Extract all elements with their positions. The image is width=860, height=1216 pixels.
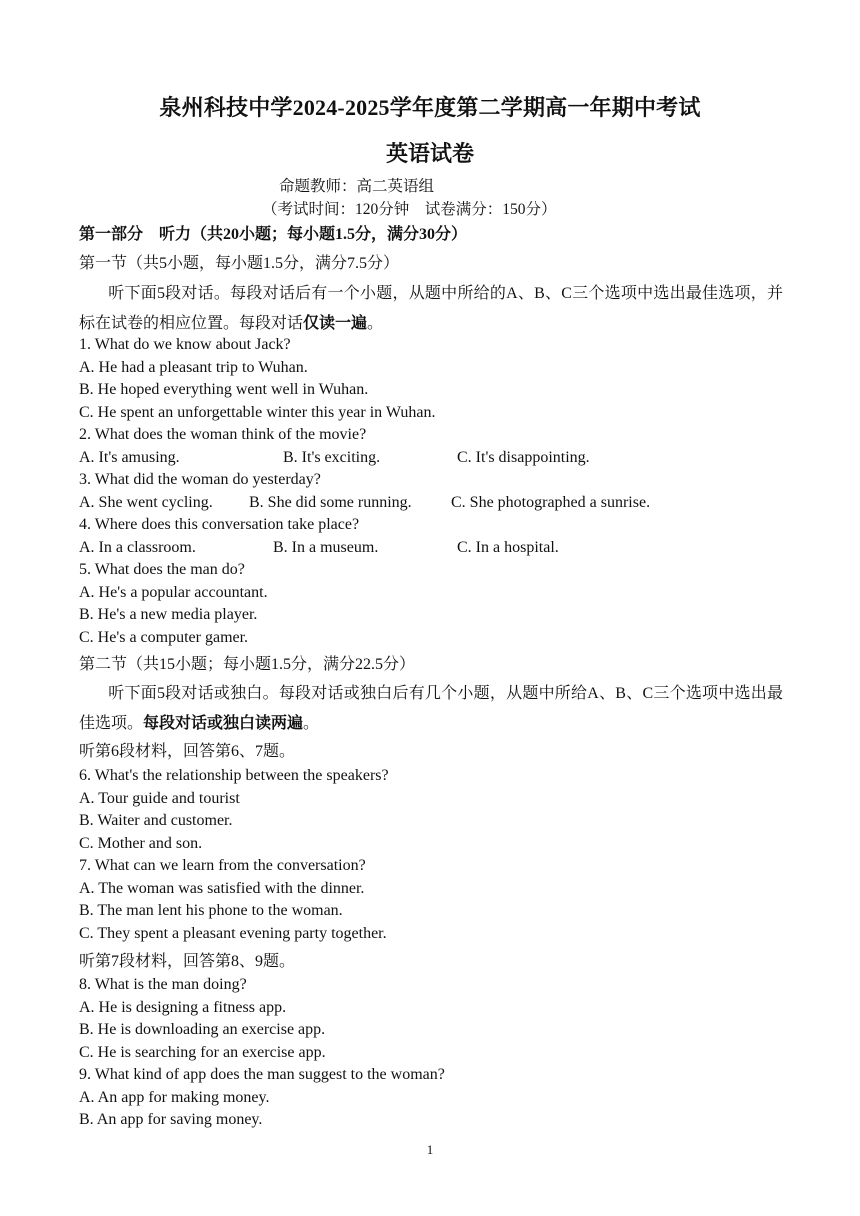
q9-option-a: A. An app for making money. (79, 1089, 270, 1106)
q3-option-c: C. She photographed a sunrise. (451, 494, 651, 511)
q8-option-b: B. He is downloading an exercise app. (79, 1021, 326, 1038)
exam-info: （考试时间：120分钟 试卷满分：150分） (262, 201, 557, 218)
q5-option-b: B. He's a new media player. (79, 606, 258, 623)
q6-option-c: C. Mother and son. (79, 835, 203, 852)
q5-option-a: A. He's a popular accountant. (79, 584, 268, 601)
q3-option-a: A. She went cycling. (79, 494, 213, 511)
q1-option-c: C. He spent an unforgettable winter this year in Wuhan. (79, 404, 436, 421)
q7-option-c: C. They spent a pleasant evening party together. (79, 925, 387, 942)
q2-option-c: C. It's disappointing. (457, 449, 590, 466)
section2-instruction (79, 679, 783, 739)
section1-instruction (79, 279, 783, 339)
question-4: 4. Where does this conversation take place? (79, 516, 360, 533)
q6-option-a: A. Tour guide and tourist (79, 790, 240, 807)
q7-option-b: B. The man lent his phone to the woman. (79, 902, 343, 919)
part1-heading: 第一部分 听力（共20小题；每小题1.5分，满分30分） (79, 226, 468, 243)
q2-option-b: B. It's exciting. (283, 449, 381, 466)
question-setter: 命题教师：高二英语组 (279, 178, 435, 195)
question-3: 3. What did the woman do yesterday? (79, 471, 321, 488)
q7-option-a: A. The woman was satisfied with the dinner. (79, 880, 365, 897)
q3-option-b: B. She did some running. (249, 494, 412, 511)
q8-option-a: A. He is designing a fitness app. (79, 999, 287, 1016)
q4-option-a: A. In a classroom. (79, 539, 196, 556)
q9-option-b: B. An app for saving money. (79, 1111, 263, 1128)
exam-title: 泉州科技中学2024-2025学年度第二学期高一年期中考试 (159, 95, 701, 120)
q4-option-c: C. In a hospital. (457, 539, 559, 556)
section2-instruction-end: 。 (303, 715, 320, 732)
q2-option-a: A. It's amusing. (79, 449, 180, 466)
question-5: 5. What does the man do? (79, 561, 245, 578)
q6-option-b: B. Waiter and customer. (79, 812, 233, 829)
question-6: 6. What's the relationship between the speakers? (79, 767, 389, 784)
section1-heading: 第一节（共5小题，每小题1.5分，满分7.5分） (79, 255, 400, 272)
question-7: 7. What can we learn from the conversation? (79, 857, 366, 874)
section1-instruction-text: 听下面5段对话。每段对话后有一个小题，从题中所给的A、B、C三个选项中选出最佳选项，并标在试卷的相应位置。每段对话 (79, 285, 783, 332)
q1-option-a: A. He had a pleasant trip to Wuhan. (79, 359, 308, 376)
section2-instruction-text: 听下面5段对话或独白。每段对话或独白后有几个小题，从题中所给A、B、C三个选项中选出最佳选项。 (79, 685, 783, 732)
question-2: 2. What does the woman think of the movie? (79, 426, 367, 443)
q8-option-c: C. He is searching for an exercise app. (79, 1044, 326, 1061)
q5-option-c: C. He's a computer gamer. (79, 629, 249, 646)
question-1: 1. What do we know about Jack? (79, 336, 291, 353)
page-number: 1 (426, 1142, 434, 1157)
q4-option-b: B. In a museum. (273, 539, 379, 556)
q1-option-b: B. He hoped everything went well in Wuhan. (79, 381, 369, 398)
material-6-heading: 听第6段材料，回答第6、7题。 (79, 743, 296, 760)
section1-instruction-emphasis: 仅读一遍 (303, 315, 368, 332)
material-7-heading: 听第7段材料，回答第8、9题。 (79, 953, 296, 970)
question-8: 8. What is the man doing? (79, 976, 247, 993)
section2-instruction-emphasis: 每段对话或独白读两遍 (143, 715, 304, 732)
section2-heading: 第二节（共15小题；每小题1.5分，满分22.5分） (79, 656, 416, 673)
question-9: 9. What kind of app does the man suggest to the woman? (79, 1066, 445, 1083)
section1-instruction-end: 。 (367, 315, 384, 332)
exam-subject: 英语试卷 (385, 141, 474, 166)
